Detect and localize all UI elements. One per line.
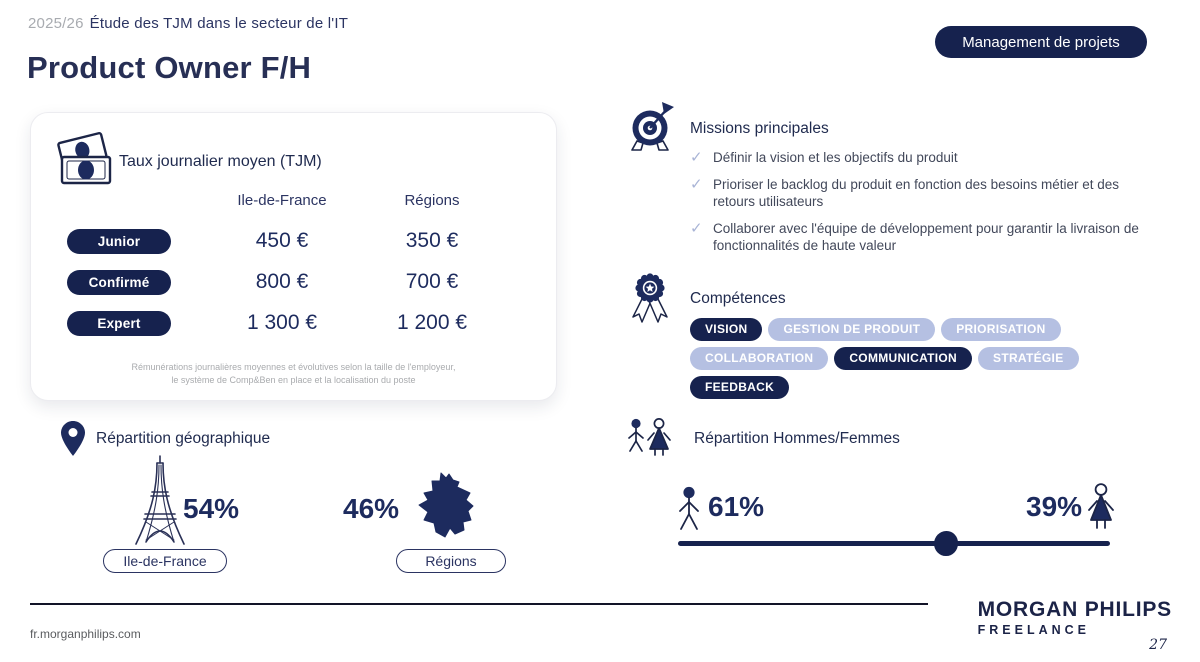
mission-text: Prioriser le backlog du produit en fonction des besoins métier et des retours utilisateurs [713,177,1119,209]
missions-list [690,149,1148,264]
page-title: Product Owner F/H [27,50,312,85]
mission-text: Définir la vision et les objectifs du produit [713,150,958,165]
gender-slider-knob[interactable] [934,531,958,556]
gender-slider-track[interactable] [678,541,1110,546]
skill-tag-collaboration: COLLABORATION [690,347,828,370]
competences-title: Compétences [690,290,786,307]
tjm-footnote-line2: le système de Comp&Ben en place et la localisation du poste [171,375,416,385]
skill-tag-strategie: STRATÉGIE [978,347,1078,370]
map-pin-icon [60,420,86,458]
footer-divider [30,603,928,605]
missions-title: Missions principales [690,120,829,137]
category-button[interactable]: Management de projets [935,26,1147,58]
mission-item [690,220,1148,254]
skill-tag-communication: COMMUNICATION [834,347,972,370]
medal-icon [627,270,673,326]
brand-name: MORGAN PHILIPS [977,598,1172,621]
male-percent: 61% [708,491,765,522]
mission-text: Collaborer avec l'équipe de développement pour garantir la livraison de fonctionnalités de haute valeur [713,221,1139,253]
tjm-value-junior-regions: 350 € [405,229,459,252]
level-pill-confirme: Confirmé [67,270,171,295]
level-pill-junior: Junior [67,229,171,254]
tjm-value-confirme-idf: 800 € [255,270,309,293]
tjm-footnote [31,361,556,387]
tjm-value-expert-regions: 1 200 € [396,311,468,334]
skill-tags [690,318,1180,399]
skill-tag-gestion-de-produit: GESTION DE PRODUIT [768,318,935,341]
geography-title: Répartition géographique [96,430,271,447]
check-icon: ✓ [690,176,703,193]
tjm-value-confirme-regions: 700 € [405,270,459,293]
woman-icon [1086,483,1116,531]
banknotes-icon [51,131,115,187]
skill-tag-feedback: FEEDBACK [690,376,789,399]
tjm-value-expert-idf: 1 300 € [246,311,318,334]
gender-title: Répartition Hommes/Femmes [694,430,900,447]
regions-percent: 46% [343,493,400,524]
idf-percent: 54% [183,493,240,524]
france-map-icon [418,472,476,542]
tjm-table [67,187,522,336]
check-icon: ✓ [690,220,703,237]
study-year: 2025/26 [28,15,84,32]
column-header-idf: Ile-de-France [237,191,327,209]
level-pill-expert: Expert [67,311,171,336]
skill-tag-priorisation: PRIORISATION [941,318,1060,341]
brand-subtitle: FREELANCE [977,623,1091,637]
target-icon [624,100,676,152]
website-link[interactable]: fr.morganphilips.com [30,627,141,641]
mission-item [690,149,1148,166]
regions-label-pill: Régions [396,549,506,573]
column-header-regions: Régions [404,191,460,209]
breadcrumb [28,15,348,32]
brand-logo [978,598,1172,637]
skill-tag-vision: VISION [690,318,762,341]
eiffel-tower-icon [129,454,191,549]
tjm-card [30,112,557,401]
tjm-footnote-line1: Rémunérations journalières moyennes et évolutives selon la taille de l'employeur, [131,362,456,372]
check-icon: ✓ [690,149,703,166]
tjm-card-title: Taux journalier moyen (TJM) [119,153,322,170]
idf-label-pill: Ile-de-France [103,549,227,573]
man-woman-icon [626,418,672,458]
man-icon [676,486,702,532]
study-title: Étude des TJM dans le secteur de l'IT [89,15,349,32]
page-number: 27 [1149,637,1167,653]
mission-item [690,176,1148,210]
tjm-value-junior-idf: 450 € [255,229,309,252]
female-percent: 39% [1026,491,1083,522]
